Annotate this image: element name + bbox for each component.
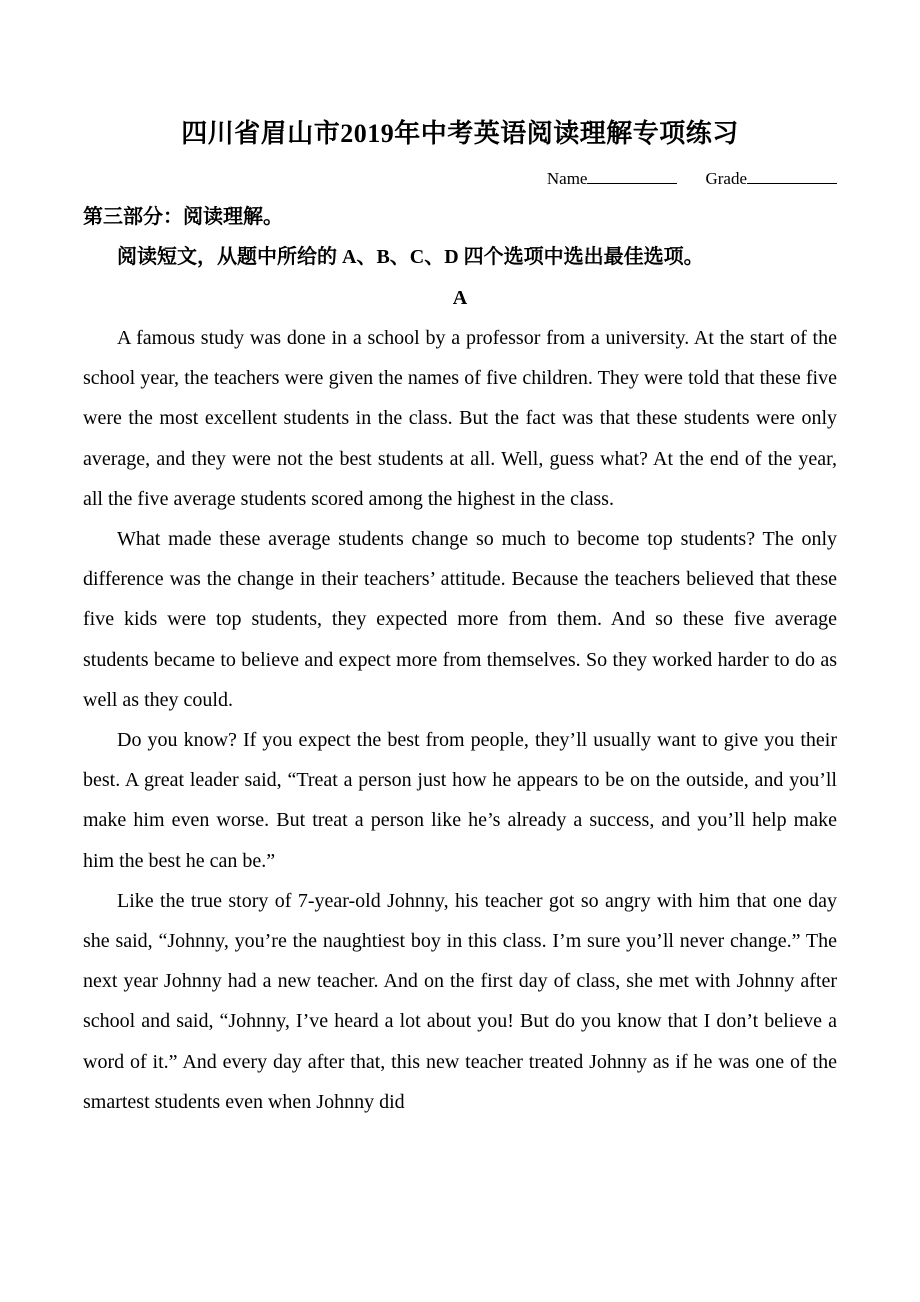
paragraph: Do you know? If you expect the best from people, they’ll usually want to give you their best. A great leader said, “Treat a person just how he appears to be on the outside, and you’ll make him even worse. But treat a person like he’s already a success, and you’ll help make him the best he can be.” — [83, 729, 837, 872]
name-grade-line — [547, 168, 837, 190]
grade-blank — [747, 169, 837, 184]
passage-body — [83, 318, 837, 1122]
instruction-text: 阅读短文，从题中所给的 A、B、C、D 四个选项中选出最佳选项。 — [117, 246, 704, 268]
passage-label: A — [452, 287, 468, 309]
page-title: 四川省眉山市2019年中考英语阅读理解专项练习 — [181, 119, 739, 148]
paragraph: What made these average students change so much to become top students? The only difference was the change in their teachers’ attitude. Because the teachers believed that these five kids were top students, they expected more from them. And so these five average students became to believe and expect more from themselves. So they worked harder to do as well as they could. — [83, 528, 837, 711]
paragraph: Like the true story of 7-year-old Johnny, his teacher got so angry with him that one day she said, “Johnny, you’re the naughtiest boy in this class. I’m sure you’ll never change.” The next year Johnny had a new teacher. And on the first day of class, she met with Johnny after school and said, “Johnny, I’ve heard a lot about you! But do you know that I don’t believe a word of it.” And every day after that, this new teacher treated Johnny as if he was one of the smartest students even when Johnny did — [83, 889, 837, 1113]
name-label: Name — [546, 169, 588, 188]
section-heading: 第三部分：阅读理解。 — [83, 206, 283, 228]
name-blank — [587, 169, 677, 184]
grade-label: Grade — [705, 169, 747, 188]
paragraph: A famous study was done in a school by a professor from a university. At the start of the school year, the teachers were given the names of five children. They were told that these five were the most excellent students in the class. But the fact was that these students were only average, and they were not the best students at all. Well, guess what? At the end of the year, all the five average students scored among the highest in the class. — [83, 327, 837, 510]
